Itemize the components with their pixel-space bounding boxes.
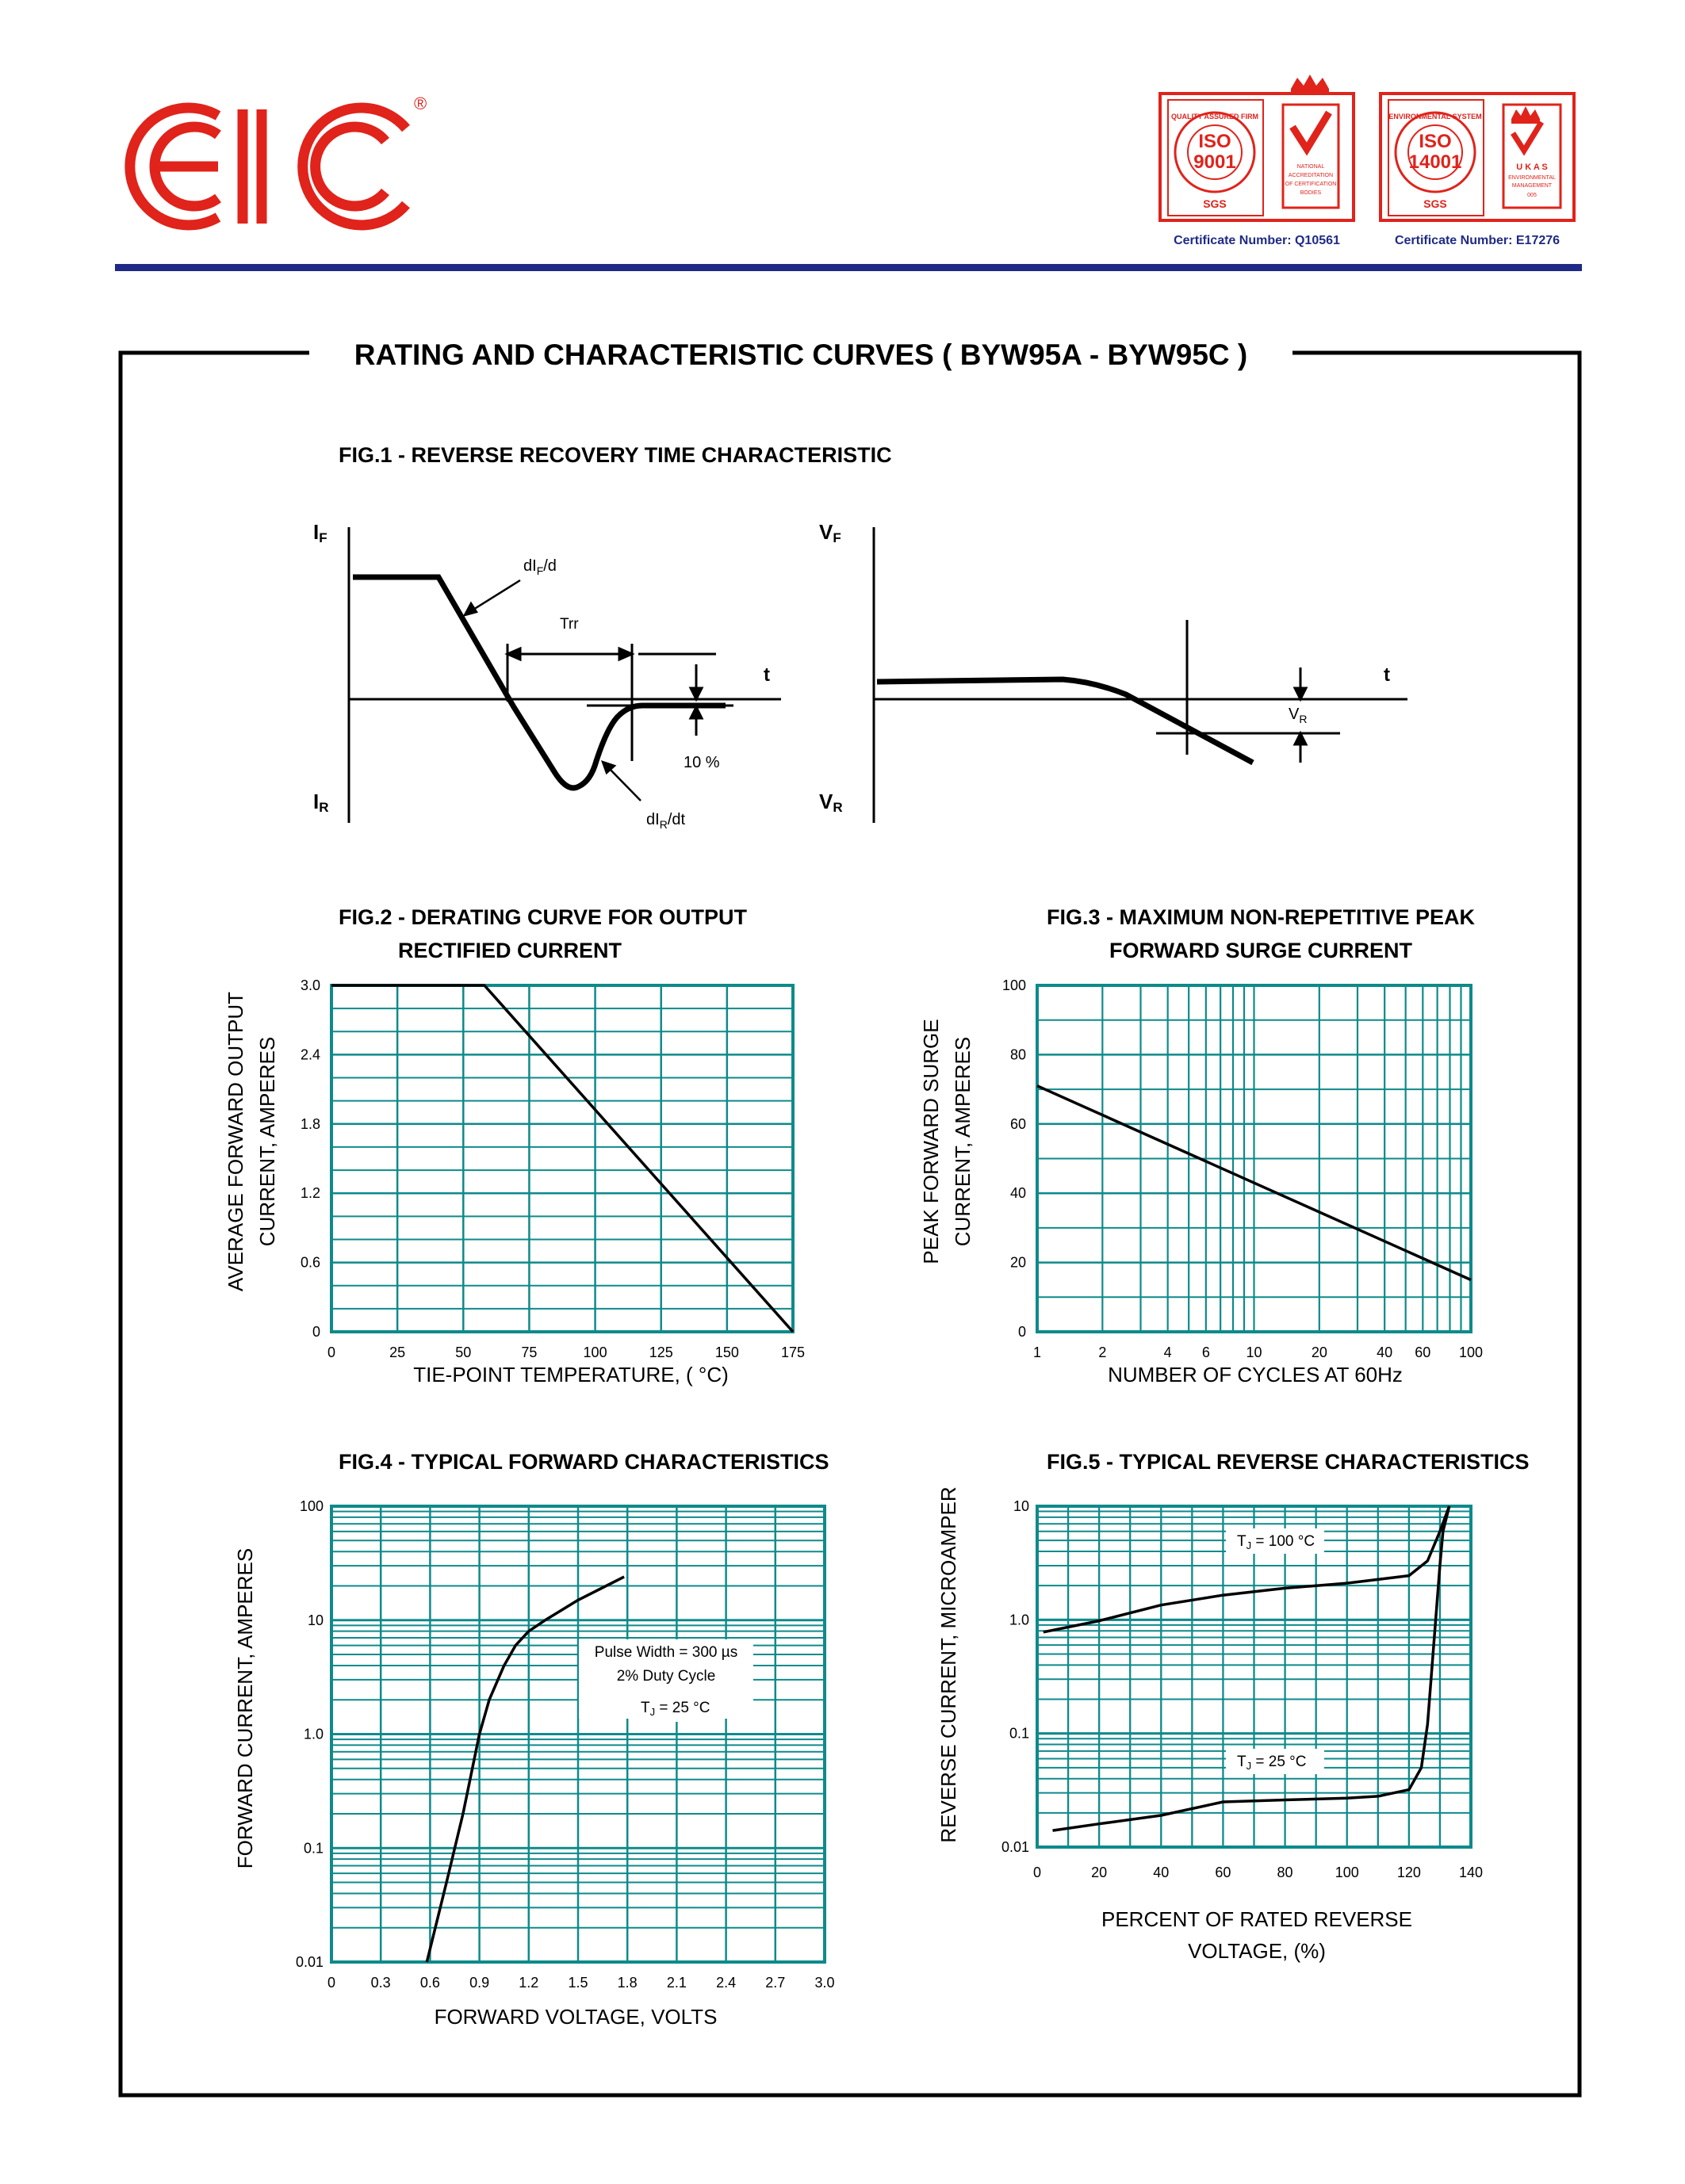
tick-label: 1.2	[519, 1975, 539, 1991]
badge-text: OF CERTIFICATION	[1285, 182, 1337, 187]
tick-label: 0.3	[370, 1975, 391, 1991]
vf-axis-label: VF	[819, 520, 841, 545]
dir-pointer	[603, 762, 641, 801]
tick-label: 80	[1009, 1046, 1026, 1063]
series-label: $T_J = 25$ °C	[1237, 1754, 1307, 1772]
tick-label: 0.6	[300, 1254, 320, 1271]
tick-label: 0	[1017, 1324, 1026, 1340]
tick-label: 1.2	[300, 1185, 320, 1202]
vr-mark-label: $V_R$	[1289, 706, 1308, 725]
tick-label: 1.8	[300, 1115, 320, 1132]
ten-percent-label: 10 %	[684, 754, 720, 771]
registered-mark: ®	[414, 94, 427, 113]
iso-label: ISO	[1198, 131, 1231, 152]
t-axis-label: t	[764, 664, 770, 686]
badge-text: NATIONAL	[1296, 164, 1325, 170]
fig5-title: FIG.5 - TYPICAL REVERSE CHARACTERISTICS	[1047, 1450, 1530, 1474]
fig2-derating-chart	[301, 977, 805, 1360]
tj25-curve	[1053, 1506, 1449, 1830]
tick-label: 2.4	[716, 1975, 737, 1991]
fig3-title: FIG.3 - MAXIMUM NON-REPETITIVE PEAK	[1046, 905, 1476, 929]
tick-label: 2.7	[765, 1975, 786, 1991]
trr-arrow	[507, 648, 632, 660]
tick-label: 150	[714, 1344, 739, 1360]
tick-icon	[1513, 122, 1541, 151]
tick-label: 100	[299, 1498, 324, 1514]
fig1-title: FIG.1 - REVERSE RECOVERY TIME CHARACTERISTIC	[339, 443, 892, 467]
tick-label: 120	[1396, 1865, 1421, 1880]
eic-logo	[0, 0, 427, 225]
tick-label: 75	[521, 1344, 538, 1360]
fig2-ylabel-line2: CURRENT, AMPERES	[255, 1036, 279, 1247]
tick-label: 2	[1098, 1344, 1107, 1360]
crown-icon	[1511, 106, 1540, 124]
tick-label: 10	[307, 1612, 324, 1628]
sgs-mark: SGS	[1203, 197, 1227, 210]
tick-label: 2.1	[666, 1975, 687, 1991]
tick-label: 20	[1009, 1254, 1026, 1271]
if-axis-label: IF	[313, 520, 327, 545]
tick-label: 0.1	[303, 1840, 324, 1857]
header-rule	[115, 264, 1582, 271]
plot-frame	[331, 985, 793, 1332]
fig2-title: FIG.2 - DERATING CURVE FOR OUTPUT	[339, 905, 748, 929]
t-axis-label: t	[1384, 664, 1390, 686]
forward-curve	[427, 1577, 624, 1962]
tick-label: 10	[1013, 1498, 1029, 1514]
fig5-xlabel-line1: PERCENT OF RATED REVERSE	[1101, 1907, 1412, 1931]
tick-label: 0.01	[1001, 1839, 1029, 1855]
tick-label: 100	[1001, 977, 1026, 993]
annotation-text: Pulse Width = 300 µs	[594, 1644, 738, 1661]
iso-number: 9001	[1193, 151, 1236, 173]
tick-label: 0.9	[469, 1975, 490, 1991]
tick-label: 0	[312, 1324, 320, 1340]
tick-label: 1.0	[303, 1726, 324, 1742]
tick-label: 0	[327, 1975, 336, 1991]
tick-label: 0.01	[295, 1954, 324, 1970]
tick-label: 20	[1311, 1344, 1327, 1360]
fig4-forward-chart	[296, 1498, 835, 1991]
annotation-text: 2% Duty Cycle	[616, 1668, 716, 1685]
badge-text: 005	[1527, 193, 1537, 198]
tick-label: 1	[1032, 1344, 1042, 1360]
fig3-ylabel-line1: PEAK FORWARD SURGE	[919, 1019, 943, 1264]
ring-text: ENVIRONMENTAL SYSTEM	[1388, 113, 1482, 120]
certificate-number: Certificate Number: E17276	[1394, 234, 1561, 247]
page-title: RATING AND CHARACTERISTIC CURVES ( BYW95A - BYW95C )	[354, 339, 1248, 371]
fig5-xlabel-line2: VOLTAGE, (%)	[1188, 1939, 1326, 1963]
tick-label: 60	[1009, 1115, 1026, 1132]
tick-label: 140	[1458, 1865, 1484, 1880]
logo-text: EIC	[0, 0, 2, 1]
fig1-voltage-waveform	[877, 679, 1253, 763]
dif-label: $dI_F/d$	[523, 557, 557, 577]
badge-text: ENVIRONMENTAL	[1508, 175, 1556, 181]
eic-logo-graphic	[130, 108, 406, 225]
fig4-ylabel: FORWARD CURRENT, AMPERES	[233, 1547, 257, 1869]
content-frame	[121, 353, 1580, 2095]
badge-text: MANAGEMENT	[1511, 183, 1553, 189]
certificate-number: Certificate Number: Q10561	[1174, 234, 1340, 247]
dir-label: $dI_R/dt$	[646, 811, 686, 831]
ring-text: QUALITY ASSURED FIRM	[1170, 113, 1259, 120]
tick-label: 25	[389, 1344, 406, 1360]
dif-pointer	[465, 580, 520, 615]
tick-label: 40	[1153, 1865, 1170, 1880]
fig4-title: FIG.4 - TYPICAL FORWARD CHARACTERISTICS	[339, 1450, 829, 1474]
fig2-subtitle: RECTIFIED CURRENT	[398, 939, 622, 962]
tick-label: 1.5	[568, 1975, 588, 1991]
tick-label: 60	[1415, 1344, 1431, 1360]
iso-9001-badge	[1160, 75, 1354, 247]
series-label: $T_J = 100$ °C	[1237, 1533, 1315, 1551]
sgs-mark: SGS	[1423, 197, 1447, 210]
trr-label: Trr	[560, 616, 579, 633]
tick-label: 125	[649, 1344, 673, 1360]
vr-axis-label: VR	[819, 790, 843, 815]
fig5-ylabel: REVERSE CURRENT, MICROAMPER	[936, 1486, 960, 1843]
tick-label: 100	[1335, 1865, 1359, 1880]
tick-label: 0.6	[419, 1975, 440, 1991]
annotation-tj: $T_J = 25$ °C	[641, 1700, 710, 1718]
tick-label: 1.0	[1009, 1612, 1029, 1628]
fig5-reverse-chart	[1001, 1498, 1483, 1880]
fig4-xlabel: FORWARD VOLTAGE, VOLTS	[434, 2005, 718, 2029]
tick-label: 1.8	[617, 1975, 638, 1991]
fig3-subtitle: FORWARD SURGE CURRENT	[1109, 939, 1413, 962]
tick-label: 40	[1009, 1185, 1026, 1202]
tick-label: 20	[1091, 1865, 1108, 1880]
badge-text: BODIES	[1300, 190, 1322, 196]
fig3-surge-chart	[1002, 977, 1483, 1360]
fig1-current-waveform	[353, 577, 726, 788]
tick-label: 0	[327, 1344, 336, 1360]
tj100-curve	[1044, 1506, 1449, 1632]
crown-icon	[1291, 75, 1329, 95]
iso-number: 14001	[1408, 151, 1462, 173]
derating-curve	[331, 985, 793, 1332]
fig1-right-diagram	[819, 520, 1407, 823]
tick-label: 4	[1163, 1344, 1172, 1360]
tick-label: 175	[780, 1344, 806, 1360]
fig2-ylabel-line1: AVERAGE FORWARD OUTPUT	[224, 992, 247, 1291]
tick-label: 80	[1277, 1865, 1293, 1880]
tick-label: 10	[1246, 1344, 1262, 1360]
iso-14001-badge	[1381, 94, 1574, 247]
tick-label: 3.0	[814, 1975, 835, 1991]
tick-label: 100	[583, 1344, 607, 1360]
tick-label: 0.1	[1009, 1725, 1029, 1742]
tick-label: 40	[1377, 1344, 1393, 1360]
tick-label: 6	[1201, 1344, 1210, 1360]
fig1-left-diagram	[313, 520, 781, 831]
badge-text: U K A S	[1516, 163, 1548, 172]
fig3-xlabel: NUMBER OF CYCLES AT 60Hz	[1108, 1363, 1403, 1387]
fig3-ylabel-line2: CURRENT, AMPERES	[951, 1036, 975, 1247]
iso-label: ISO	[1419, 131, 1452, 152]
badge-text: ACCREDITATION	[1288, 173, 1334, 178]
tick-icon	[1292, 113, 1329, 149]
tick-label: 3.0	[300, 977, 320, 993]
tick-label: 100	[1458, 1344, 1484, 1360]
tick-label: 0	[1032, 1865, 1042, 1880]
fig2-xlabel: TIE-POINT TEMPERATURE, ( °C)	[413, 1363, 729, 1387]
ir-axis-label: IR	[313, 790, 329, 815]
tick-label: 60	[1215, 1865, 1231, 1880]
tick-label: 2.4	[300, 1046, 320, 1063]
tick-label: 50	[455, 1344, 472, 1360]
